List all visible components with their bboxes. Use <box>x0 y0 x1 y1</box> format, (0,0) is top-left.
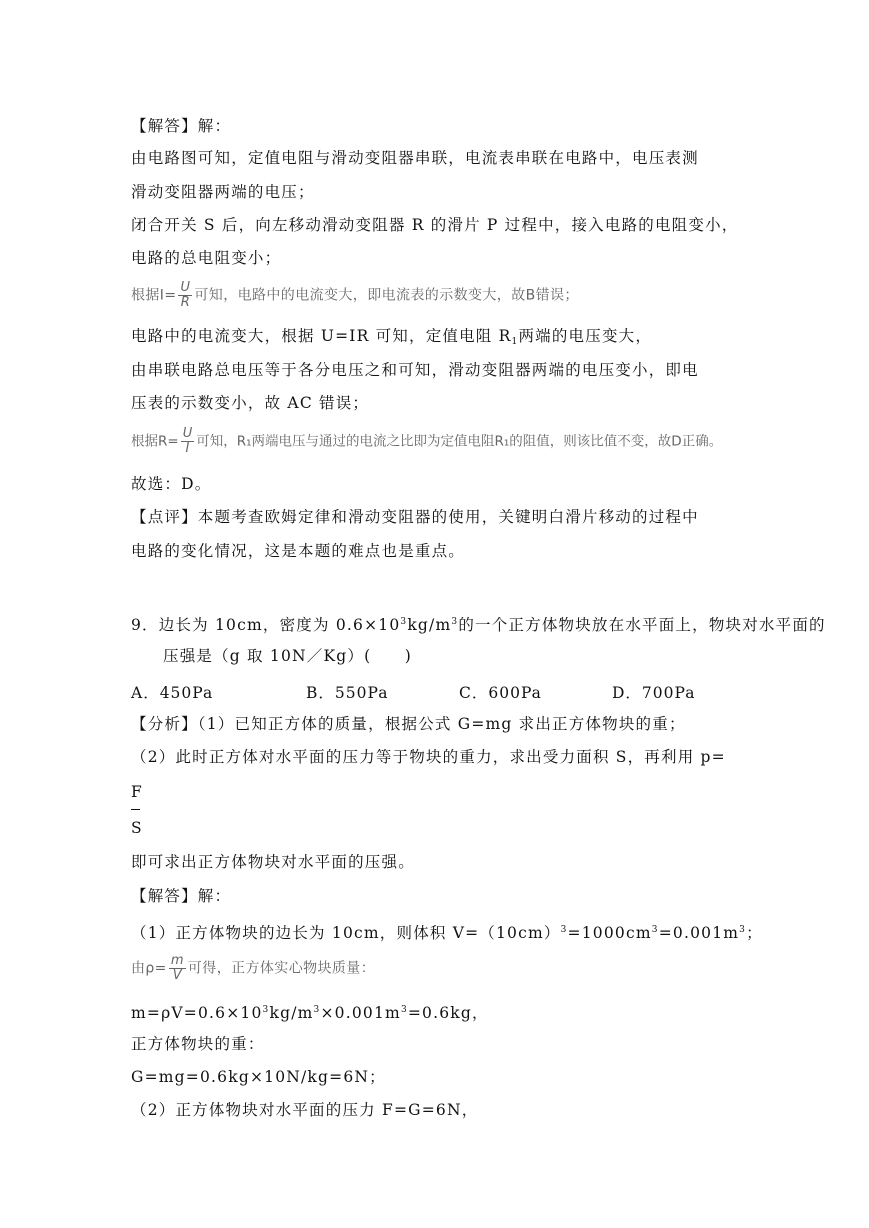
comment-line: 电路的变化情况，这是本题的难点也是重点。 <box>131 542 466 560</box>
text-line: 滑动变阻器两端的电压； <box>131 183 315 201</box>
fraction-numerator: U <box>182 426 193 441</box>
fraction-denominator: V <box>172 968 183 983</box>
option-d: D．700Pa <box>612 684 696 702</box>
text-segment: kg/m <box>269 1004 314 1022</box>
solution-line <box>131 1000 489 1023</box>
text-segment: =0.001m <box>658 924 740 942</box>
fraction <box>169 954 186 983</box>
fraction-denominator: R <box>180 295 191 310</box>
option-a: A．450Pa <box>131 684 214 702</box>
question-9-stem <box>131 612 826 635</box>
text-segment: kg/m <box>407 616 452 634</box>
text-line: 压表的示数变小，故 AC 错误； <box>131 394 370 412</box>
solution-line: （2）正方体物块对水平面的压力 F=G=6N， <box>131 1101 479 1119</box>
superscript: 3 <box>560 925 568 935</box>
formula-text: 根据I= <box>131 287 177 304</box>
fraction-numerator: m <box>170 953 184 968</box>
analysis-line: 即可求出正方体物块对水平面的压强。 <box>131 853 415 871</box>
superscript: 3 <box>400 617 408 627</box>
text-segment: 电路中的电流变大，根据 U=IR 可知，定值电阻 R <box>131 327 512 345</box>
solution-header: 【解答】解： <box>131 117 232 135</box>
formula-text: 可知，电路中的电流变大，即电流表的示数变大，故B错误； <box>194 287 579 304</box>
fraction-numerator: U <box>180 280 191 295</box>
subscript: 1 <box>511 337 519 347</box>
text-line <box>131 326 652 352</box>
formula-text: 根据R= <box>131 433 179 450</box>
solution-line: 正方体物块的重： <box>131 1035 265 1053</box>
text-line: 由电路图可知，定值电阻与滑动变阻器串联，电流表串联在电路中，电压表测 <box>131 149 699 167</box>
superscript: 3 <box>451 617 459 627</box>
text-line: 由串联电路总电压等于各分电压之和可知，滑动变阻器两端的电压变小，即电 <box>131 361 699 379</box>
superscript: 3 <box>262 1005 270 1015</box>
solution-header: 【解答】解： <box>131 887 232 905</box>
text-line: 电路的总电阻变小； <box>131 249 282 267</box>
formula-text: 可得，正方体实心物块质量： <box>187 960 376 977</box>
text-segment: （1）正方体物块的边长为 10cm，则体积 V=（10cm） <box>131 924 561 942</box>
solution-line: G=mg=0.6kg×10N/kg=6N； <box>131 1068 386 1086</box>
fraction-numerator: F <box>131 783 143 801</box>
text-segment: ； <box>746 924 763 942</box>
text-line: 闭合开关 S 后，向左移动滑动变阻器 R 的滑片 P 过程中，接入电路的电阻变小， <box>131 216 739 234</box>
superscript: 3 <box>400 1005 408 1015</box>
text-segment: 9．边长为 10cm，密度为 0.6×10 <box>131 616 401 634</box>
fraction <box>181 427 195 456</box>
superscript: 3 <box>739 925 747 935</box>
formula-image-line <box>131 281 579 310</box>
analysis-line: 【分析】（1）已知正方体的质量，根据公式 G=mg 求出正方体物块的重； <box>131 715 686 733</box>
formula-text: 可知，R₁两端电压与通过的电流之比即为定值电阻R₁的阻值，则该比值不变，故D正确。 <box>196 433 723 450</box>
text-segment: ×0.001m <box>320 1004 401 1022</box>
fraction <box>178 281 192 310</box>
analysis-line: （2）此时正方体对水平面的压力等于物块的重力，求出受力面积 S，再利用 p= <box>131 748 726 766</box>
text-segment: 的一个正方体物块放在水平面上，物块对水平面的 <box>458 616 826 634</box>
text-segment: 两端的电压变大， <box>518 327 653 345</box>
formula-text: 由ρ= <box>131 960 167 977</box>
fraction-denominator: S <box>131 819 143 837</box>
question-9-stem-cont: 压强是（g 取 10N／Kg）( ) <box>163 647 412 665</box>
text-segment: =1000cm <box>567 924 652 942</box>
formula-image-line <box>131 427 722 456</box>
text-segment: =0.6kg， <box>407 1004 489 1022</box>
option-c: C．600Pa <box>459 684 542 702</box>
superscript: 3 <box>651 925 659 935</box>
text-segment: m=ρV=0.6×10 <box>131 1004 263 1022</box>
comment-line: 【点评】本题考查欧姆定律和滑动变阻器的使用，关键明白滑片移动的过程中 <box>131 508 699 526</box>
fraction-bar <box>131 809 140 810</box>
option-b: B．550Pa <box>306 684 389 702</box>
formula-image-line <box>131 954 375 983</box>
text-line: 故选：D。 <box>131 475 212 493</box>
superscript: 3 <box>313 1005 321 1015</box>
solution-line <box>131 920 763 943</box>
fraction-denominator: I <box>185 441 190 456</box>
